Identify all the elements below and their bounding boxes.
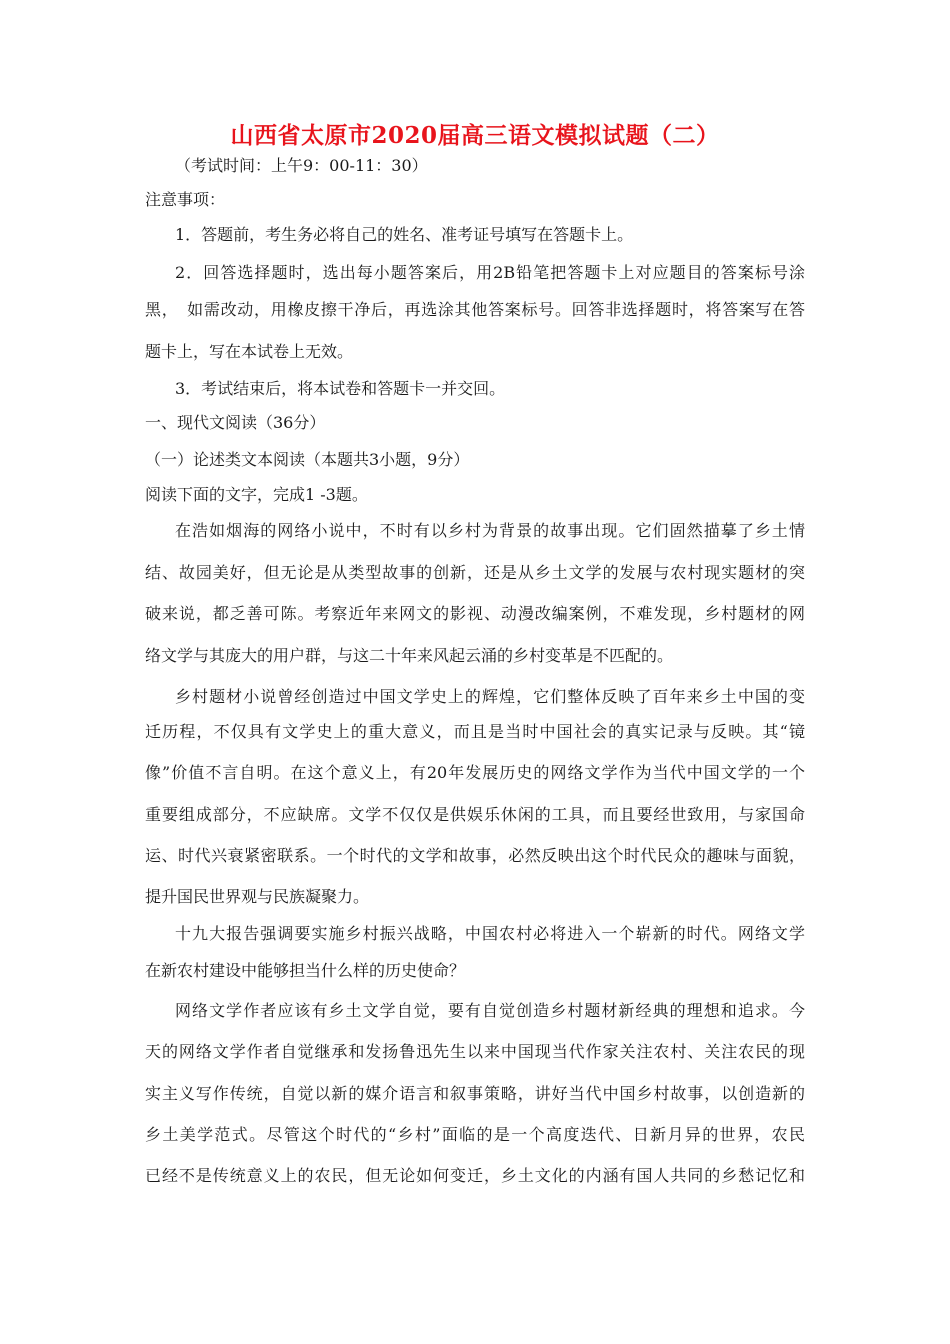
notice-item-2-line-1: 2．回答选择题时，选出每小题答案后，用2B铅笔把答题卡上对应题目的答案标号涂 — [175, 263, 805, 282]
notice-item-1: 1．答题前，考生务必将自己的姓名、准考证号填写在答题卡上。 — [175, 225, 634, 244]
notice-item-3: 3．考试结束后，将本试卷和答题卡一并交回。 — [175, 379, 506, 398]
notice-item-2-line-2: 黑， 如需改动，用橡皮擦干净后，再选涂其他答案标号。回答非选择题时，将答案写在答 — [145, 300, 805, 319]
paragraph-1-line-1: 在浩如烟海的网络小说中，不时有以乡村为背景的故事出现。它们固然描摹了乡土情 — [175, 521, 805, 540]
paragraph-1-line-2: 结、故园美好，但无论是从类型故事的创新，还是从乡土文学的发展与农村现实题材的突 — [145, 563, 805, 582]
paragraph-1-line-4: 络文学与其庞大的用户群，与这二十年来风起云涌的乡村变革是不匹配的。 — [145, 646, 674, 665]
section-heading-1: 一、现代文阅读（36分） — [145, 413, 326, 432]
paragraph-2-line-5: 运、时代兴衰紧密联系。一个时代的文学和故事，必然反映出这个时代民众的趣味与面貌， — [145, 846, 805, 865]
paragraph-2-line-3: 像”价值不言自明。在这个意义上，有20年发展历史的网络文学作为当代中国文学的一个 — [145, 763, 805, 782]
paragraph-2-line-2: 迁历程，不仅具有文学史上的重大意义，而且是当时中国社会的真实记录与反映。其“镜 — [145, 722, 805, 741]
paragraph-2-line-6: 提升国民世界观与民族凝聚力。 — [145, 887, 370, 906]
exam-time: （考试时间：上午9：00-11：30） — [175, 156, 428, 175]
document-title: 山西省太原市2020届高三语文模拟试题（二） — [230, 122, 720, 149]
paragraph-4-line-1: 网络文学作者应该有乡土文学自觉，要有自觉创造乡村题材新经典的理想和追求。今 — [175, 1001, 805, 1020]
paragraph-2-line-4: 重要组成部分，不应缺席。文学不仅仅是供娱乐休闲的工具，而且要经世致用，与家国命 — [145, 805, 805, 824]
notice-heading: 注意事项： — [145, 190, 226, 209]
paragraph-3-line-2: 在新农村建设中能够担当什么样的历史使命？ — [145, 961, 466, 980]
reading-instruction: 阅读下面的文字，完成1 -3题。 — [145, 485, 368, 504]
paragraph-2-line-1: 乡村题材小说曾经创造过中国文学史上的辉煌，它们整体反映了百年来乡土中国的变 — [175, 687, 805, 706]
paragraph-4-line-5: 已经不是传统意义上的农民，但无论如何变迁，乡土文化的内涵有国人共同的乡愁记忆和 — [145, 1166, 805, 1185]
paragraph-3-line-1: 十九大报告强调要实施乡村振兴战略，中国农村必将进入一个崭新的时代。网络文学 — [175, 924, 805, 943]
paragraph-4-line-3: 实主义写作传统，自觉以新的媒介语言和叙事策略，讲好当代中国乡村故事，以创造新的 — [145, 1084, 805, 1103]
paragraph-1-line-3: 破来说，都乏善可陈。考察近年来网文的影视、动漫改编案例，不难发现，乡村题材的网 — [145, 604, 805, 623]
paragraph-4-line-4: 乡土美学范式。尽管这个时代的“乡村”面临的是一个高度迭代、日新月异的世界，农民 — [145, 1125, 805, 1144]
notice-item-2-line-3: 题卡上，写在本试卷上无效。 — [145, 342, 354, 361]
paragraph-4-line-2: 天的网络文学作者自觉继承和发扬鲁迅先生以来中国现当代作家关注农村、关注农民的现 — [145, 1042, 805, 1061]
subsection-heading-1: （一）论述类文本阅读（本题共3小题，9分） — [145, 450, 470, 469]
